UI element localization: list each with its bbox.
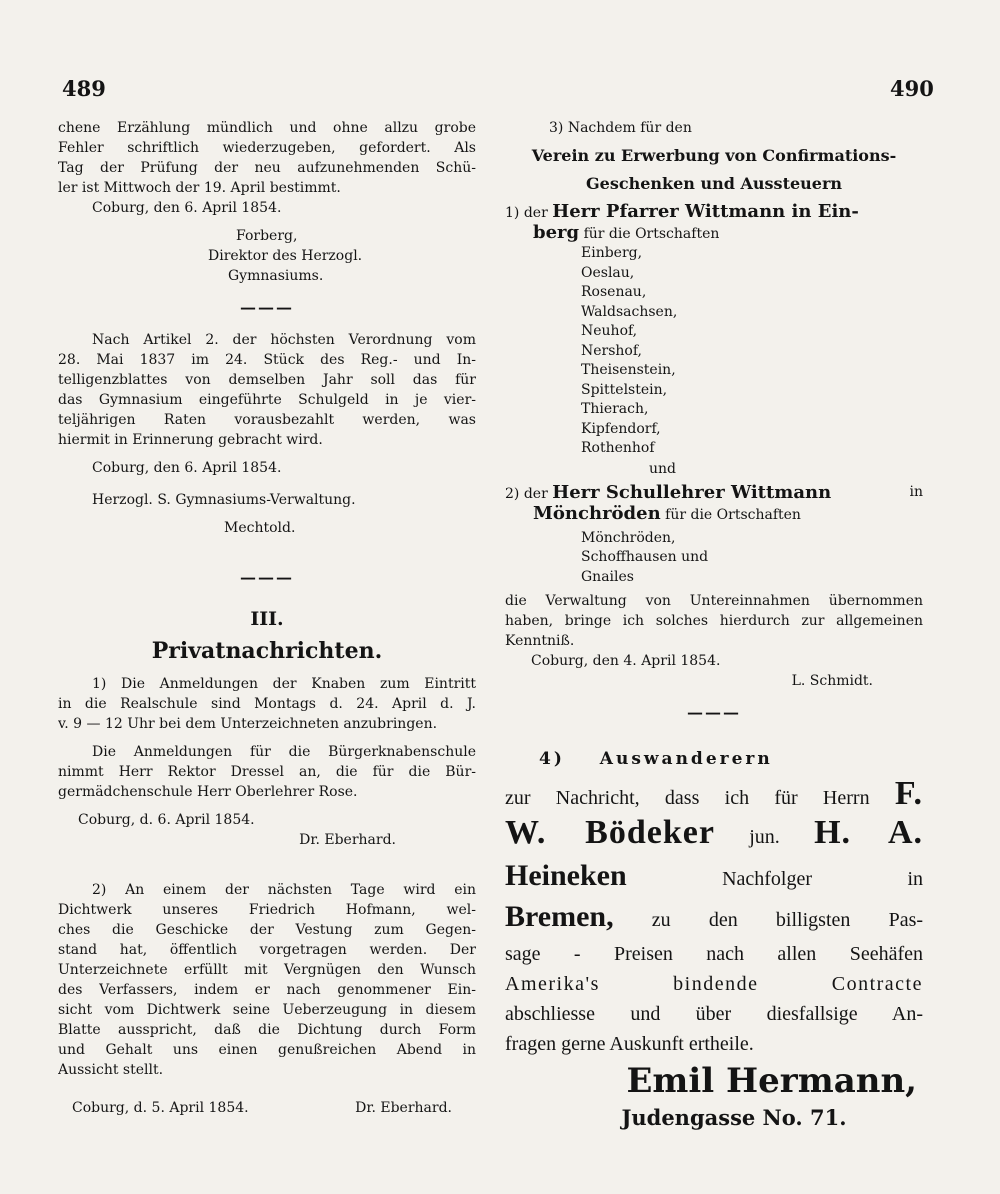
advert-line: sage - Preisen nach allen Seehäfen	[505, 943, 923, 965]
section-title: Privatnachrichten.	[151, 638, 383, 664]
place-item: Einberg,	[581, 245, 643, 261]
place-item: Rosenau,	[581, 284, 647, 300]
text-line: Tag der Prüfung der neu aufzunehmenden Schü-	[58, 160, 476, 176]
place-item: Rothenhof	[581, 440, 655, 456]
text-line: in die Realschule sind Montags d. 24. April d. J.	[58, 696, 476, 712]
place-item: Theisenstein,	[581, 362, 676, 378]
text-line: das Gymnasium eingeführte Schulgeld in je vier-	[58, 392, 476, 408]
text-line: teljährigen Raten vorausbezahlt werden, was	[58, 412, 476, 428]
signature-name: Mechtold.	[224, 520, 296, 536]
text-line: haben, bringe ich solches hierdurch zur allgemeinen	[505, 613, 923, 629]
advert-heading	[505, 747, 923, 771]
notice-intro: 3) Nachdem für den	[549, 120, 692, 136]
date-line: Coburg, den 6. April 1854.	[92, 200, 282, 216]
association-heading-line-2: Geschenken und Aussteuern	[585, 174, 843, 193]
advertiser-address: Judengasse No. 71.	[621, 1105, 847, 1130]
text-line: Dichtwerk unseres Friedrich Hofmann, wel-	[58, 902, 476, 918]
advert-bold: Heineken	[505, 859, 627, 892]
item-in: in	[909, 483, 923, 500]
text-line: ler ist Mittwoch der 19. April bestimmt.	[58, 180, 341, 196]
advert-text: zu den billigsten Pas-	[651, 909, 923, 931]
right-column	[505, 118, 923, 1133]
left-column	[58, 118, 476, 1118]
text-line: die Verwaltung von Untereinnahmen übernommen	[505, 593, 923, 609]
conjunction: und	[649, 460, 676, 477]
separator-rule: ———	[240, 298, 294, 317]
advert-text: jun.	[749, 826, 780, 848]
text-line: sicht vom Dichtwerk seine Ueberzeugung in diesem	[58, 1002, 476, 1018]
text-line: Nach Artikel 2. der höchsten Verordnung vom	[92, 332, 476, 348]
page-number-left: 489	[62, 76, 106, 101]
text-line: Blatte ausspricht, daß die Dichtung durch Form	[58, 1022, 476, 1038]
text-line: ches die Geschicke der Vestung zum Gegen-	[58, 922, 476, 938]
places-list-2	[505, 529, 923, 588]
text-line: Kenntniß.	[505, 633, 575, 649]
item-2-heading	[505, 483, 923, 504]
advert-line	[505, 813, 923, 857]
text-line: germädchenschule Herr Oberlehrer Rose.	[58, 784, 358, 800]
text-line: telligenzblattes von demselben Jahr soll das für	[58, 372, 476, 388]
place-item: Thierach,	[581, 401, 649, 417]
place-item: Mönchröden,	[581, 529, 676, 546]
advert-bold: Bremen,	[505, 900, 614, 933]
item-prefix: 2) der	[505, 485, 548, 502]
notice-registration-paragraph-2	[58, 742, 476, 802]
notice-poem-paragraph	[58, 880, 476, 1080]
date-line: Coburg, den 6. April 1854.	[92, 460, 282, 476]
signature-name: Dr. Eberhard.	[355, 1100, 452, 1116]
signature-name: Dr. Eberhard.	[299, 832, 396, 848]
item-name-cont: berg	[533, 222, 580, 243]
text-line: hiermit in Erinnerung gebracht wird.	[58, 432, 323, 448]
item-suffix: für die Ortschaften	[583, 226, 720, 242]
signature-name: L. Schmidt.	[791, 673, 873, 689]
notice-exam-paragraph	[58, 118, 476, 198]
advert-line: abschliesse und über diesfallsige An-	[505, 1003, 923, 1025]
separator-rule: ———	[240, 568, 294, 587]
place-item: Neuhof,	[581, 323, 638, 339]
text-line: 1) Die Anmeldungen der Knaben zum Eintritt	[92, 676, 476, 692]
advertiser-name: Emil Hermann,	[626, 1061, 917, 1101]
advert-emigration	[505, 779, 923, 1059]
advert-text: Nachfolger	[722, 868, 813, 890]
text-line: Aussicht stellt.	[58, 1062, 164, 1078]
advert-number: 4)	[539, 749, 565, 769]
item-1-subline	[505, 223, 923, 244]
place-item: Spittelstein,	[581, 381, 668, 398]
date-line: Coburg, d. 6. April 1854.	[78, 812, 255, 828]
text-line: chene Erzählung mündlich und ohne allzu grobe	[58, 120, 476, 136]
advert-line: Amerika's bindende Contracte	[505, 973, 923, 995]
notice-end-paragraph	[505, 591, 923, 651]
text-line: 2) An einem der nächsten Tage wird ein	[92, 882, 476, 898]
advert-bold: H. A.	[814, 814, 923, 851]
text-line: 28. Mai 1837 im 24. Stück des Reg.- und In-	[58, 352, 476, 368]
date-line: Coburg, den 4. April 1854.	[531, 653, 721, 669]
item-suffix: für die Ortschaften	[665, 506, 801, 523]
advert-line	[505, 898, 923, 939]
text-line: stand hat, öffentlich vorgetragen werden. Der	[58, 942, 476, 958]
place-item: Oeslau,	[581, 264, 635, 281]
places-list-1	[505, 244, 923, 459]
place-item: Nershof,	[581, 342, 642, 359]
place-item: Gnailes	[581, 568, 634, 585]
advert-line	[505, 857, 923, 898]
text-line: Die Anmeldungen für die Bürgerknabenschule	[92, 744, 476, 760]
place-item: Schoffhausen und	[581, 549, 709, 565]
date-signature-row	[58, 1098, 476, 1118]
item-name: Herr Pfarrer Wittmann in Ein-	[552, 201, 859, 222]
item-name: Herr Schullehrer Wittmann	[552, 481, 832, 503]
item-prefix: 1) der	[505, 205, 548, 221]
text-line: und Gehalt uns einen genußreichen Abend in	[58, 1042, 476, 1058]
advert-title: Auswanderern	[599, 749, 773, 769]
text-line: des Verfassers, indem er nach genommener Ein-	[58, 982, 476, 998]
text-line: Unterzeichnete erfüllt mit Vergnügen den Wunsch	[58, 962, 476, 978]
advert-bold: F.	[894, 779, 923, 812]
date-line: Coburg, d. 5. April 1854.	[72, 1100, 249, 1116]
item-place: Mönchröden	[533, 502, 661, 524]
text-line: v. 9 — 12 Uhr bei dem Unterzeichneten anzubringen.	[58, 716, 438, 732]
signature-title: Direktor des Herzogl.	[208, 248, 363, 264]
item-2-subline	[505, 504, 923, 525]
signature-organization: Herzogl. S. Gymnasiums-Verwaltung.	[92, 492, 356, 508]
item-1-heading	[505, 202, 923, 223]
notice-registration-paragraph	[58, 674, 476, 734]
advert-bold: W. Bödeker	[505, 814, 715, 851]
advert-line	[505, 779, 923, 813]
text-line: nimmt Herr Rektor Dressel an, die für die Bür-	[58, 764, 476, 780]
signature-institution: Gymnasiums.	[228, 268, 324, 284]
notice-schoolfee-paragraph	[58, 330, 476, 450]
signature-name: Forberg,	[236, 228, 298, 244]
advert-text: in	[907, 868, 923, 890]
section-number: III.	[250, 608, 284, 630]
advert-text: zur Nachricht, dass ich für Herrn	[505, 787, 870, 809]
page-number-right: 490	[890, 76, 934, 101]
advert-line: fragen gerne Auskunft ertheile.	[505, 1033, 754, 1055]
separator-rule: ———	[687, 703, 741, 722]
place-item: Waldsachsen,	[581, 303, 678, 320]
text-line: Fehler schriftlich wiederzugeben, gefordert. Als	[58, 140, 476, 156]
place-item: Kipfendorf,	[581, 420, 661, 437]
association-heading-line-1: Verein zu Erwerbung von Confirmations-	[531, 146, 897, 165]
